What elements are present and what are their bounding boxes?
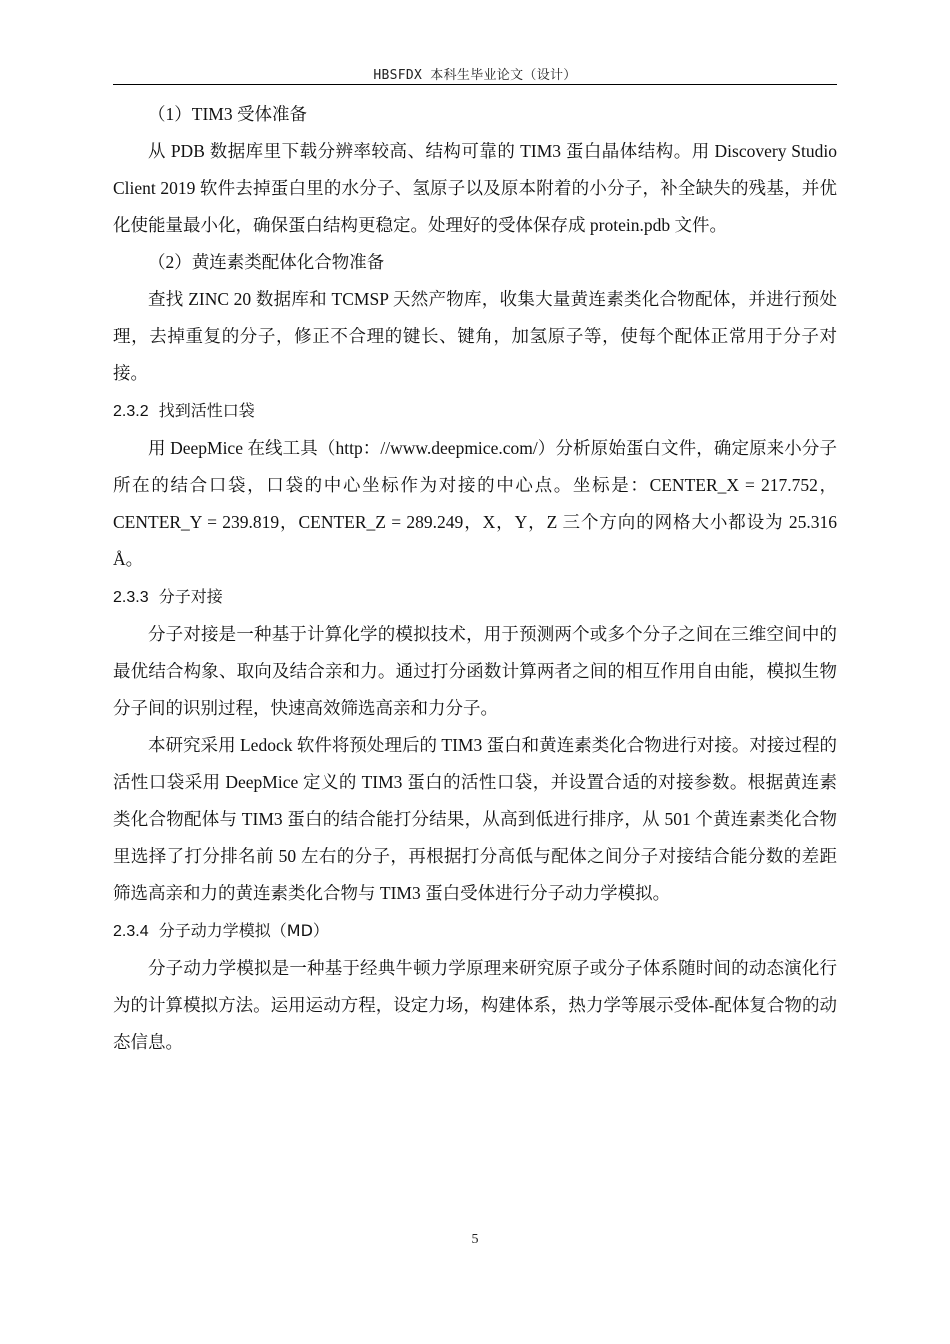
section-number: 2.3.2 — [113, 403, 149, 420]
paragraph-docking-intro: 分子对接是一种基于计算化学的模拟技术，用于预测两个或多个分子之间在三维空间中的最优结合构象、取向及结合亲和力。通过打分函数计算两者之间的相互作用自由能，模拟生物分子间的识别过程，快速高效筛选高亲和力分子。 — [113, 624, 837, 718]
page-number: 5 — [471, 1232, 479, 1247]
paragraph-receptor-prep: 从 PDB 数据库里下载分辨率较高、结构可靠的 TIM3 蛋白晶体结构。用 Discovery Studio Client 2019 软件去掉蛋白里的水分子、氢原子以及原本附着的小分子，补全缺失的残基，并优化使能量最小化，确保蛋白结构更稳定。处理好的受体保存成 protein.pdb 文件。 — [113, 141, 837, 235]
section-heading-2-3-2 — [113, 392, 837, 430]
paragraph-md-simulation: 分子动力学模拟是一种基于经典牛顿力学原理来研究原子或分子体系随时间的动态演化行为的计算模拟方法。运用运动方程，设定力场，构建体系，热力学等展示受体-配体复合物的动态信息。 — [113, 958, 837, 1052]
section-heading-2-3-4 — [113, 912, 837, 950]
section-title: 找到活性口袋 — [158, 401, 255, 420]
paragraph-active-pocket: 用 DeepMice 在线工具（http：//www.deepmice.com/）分析原始蛋白文件，确定原来小分子所在的结合口袋，口袋的中心坐标作为对接的中心点。坐标是：CENTER_X = 217.752，CENTER_Y = 239.819，CENTER_Z = 289.249，X，Y，Z 三个方向的网格大小都设为 25.316 Å。 — [113, 438, 837, 569]
section-title: 分子动力学模拟（MD） — [158, 921, 329, 940]
section-heading-2-3-3 — [113, 578, 837, 616]
subheading-tim3-receptor: （1）TIM3 受体准备 — [148, 104, 307, 124]
header-rule — [113, 84, 837, 85]
paragraph-ligand-prep: 查找 ZINC 20 数据库和 TCMSP 天然产物库，收集大量黄连素类化合物配体，并进行预处理，去掉重复的分子，修正不合理的键长、键角，加氢原子等，使每个配体正常用于分子对接。 — [113, 289, 837, 383]
section-number: 2.3.3 — [113, 589, 149, 606]
subheading-ligand-prep: （2）黄连素类配体化合物准备 — [148, 252, 385, 272]
running-header: HBSFDX 本科生毕业论文（设计） — [373, 68, 577, 83]
section-number: 2.3.4 — [113, 923, 149, 940]
section-title: 分子对接 — [158, 587, 223, 606]
paragraph-docking-method: 本研究采用 Ledock 软件将预处理后的 TIM3 蛋白和黄连素类化合物进行对接。对接过程的活性口袋采用 DeepMice 定义的 TIM3 蛋白的活性口袋，并设置合适的对接参数。根据黄连素类化合物配体与 TIM3 蛋白的结合能打分结果，从高到低进行排序，从 501 个黄连素类化合物里选择了打分排名前 50 左右的分子，再根据打分高低与配体之间分子对接结合能分数的差距筛选高亲和力的黄连素类化合物与 TIM3 蛋白受体进行分子动力学模拟。 — [113, 735, 837, 903]
body-text — [113, 96, 837, 1061]
